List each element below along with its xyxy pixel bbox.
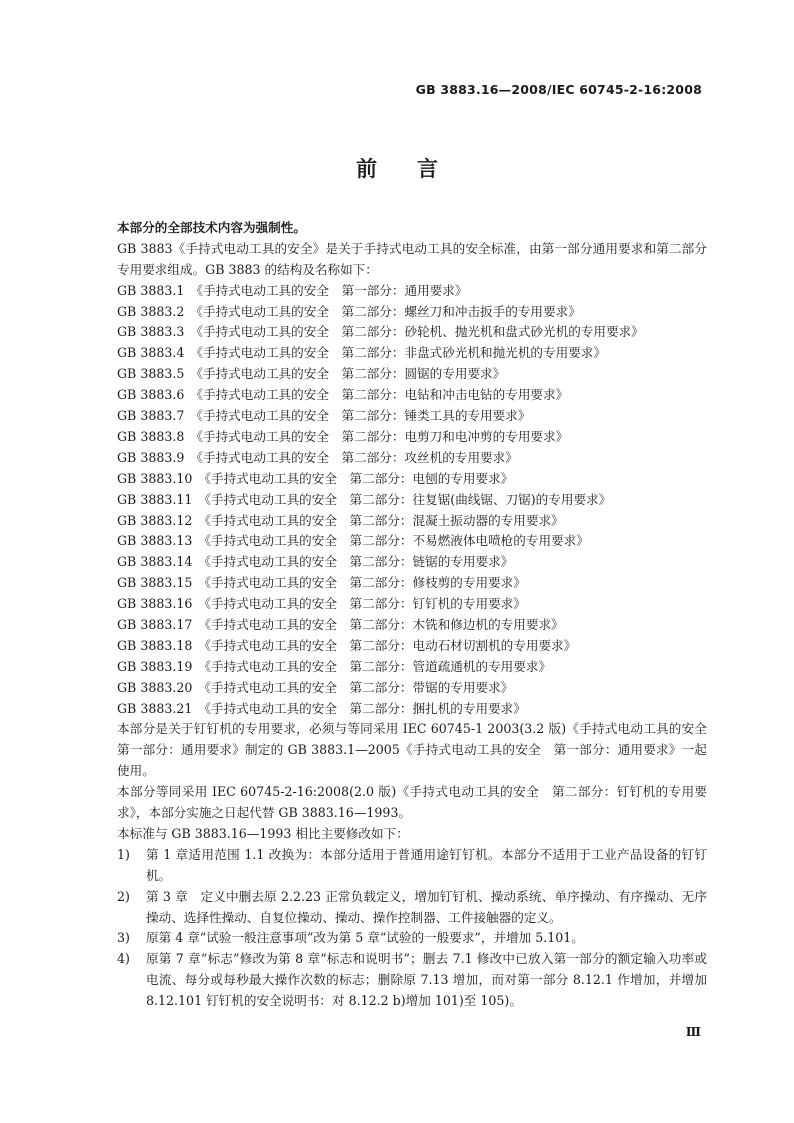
- standard-list-item: [117, 427, 707, 448]
- usage-text: 本部分是关于钉钉机的专用要求，必须与等同采用 IEC 60745-1 2003(3.2 版)《手持式电动工具的安全 第一部分：通用要求》制定的 GB 3883.1—2005《手持式电动工具的安全 第一部分：通用要求》一起使用。: [117, 721, 720, 779]
- standard-code: GB 3883.8: [117, 428, 185, 444]
- standard-code: GB 3883.19: [117, 658, 193, 674]
- standard-list-item: [117, 364, 707, 385]
- usage-paragraph: [117, 719, 720, 782]
- standard-title: 《手持式电动工具的安全 第二部分：管道疏通机的专用要求》: [198, 658, 552, 674]
- standard-list-item: [117, 636, 707, 657]
- page-title: 前言: [356, 156, 478, 181]
- change-text: 第 3 章 定义中删去原 2.2.23 正常负载定义，增加钉钉机、操动系统、单序操动、有序操动、无序操动、选择性操动、自复位操动、操动、操作控制器、工件接触器的定义。: [146, 888, 707, 925]
- intro-paragraph: [117, 239, 707, 281]
- standard-list-item: [117, 552, 707, 573]
- change-item: [117, 845, 707, 887]
- standard-title: 《手持式电动工具的安全 第二部分：钉钉机的专用要求》: [198, 596, 526, 612]
- standard-list-item: [117, 615, 707, 636]
- standard-list-item: [117, 343, 707, 364]
- standard-code: GB 3883.7: [117, 408, 185, 424]
- standard-list-item: [117, 385, 707, 406]
- standard-title: 《手持式电动工具的安全 第二部分：修枝剪的专用要求》: [198, 575, 526, 591]
- standard-title: 《手持式电动工具的安全 第二部分：木铣和修边机的专用要求》: [198, 616, 564, 632]
- standard-list-item: [117, 406, 707, 427]
- changes-intro: 本标准与 GB 3883.16—1993 相比主要修改如下：: [117, 825, 409, 841]
- standard-title: 《手持式电动工具的安全 第二部分：带锯的专用要求》: [198, 679, 514, 695]
- change-text: 第 1 章适用范围 1.1 改换为：本部分适用于普通用途钉钉机。本部分不适用于工业产品设备的钉钉机。: [146, 846, 707, 883]
- change-number: 4): [117, 951, 130, 967]
- standard-title: 《手持式电动工具的安全 第二部分：捆扎机的专用要求》: [198, 700, 526, 716]
- standard-code: GB 3883.1: [117, 282, 185, 298]
- standard-title: 《手持式电动工具的安全 第二部分：不易燃液体电喷枪的专用要求》: [198, 533, 589, 549]
- standard-code: GB 3883.6: [117, 387, 185, 403]
- standard-list-item: [117, 699, 707, 720]
- standard-list-item: [117, 594, 707, 615]
- standard-code: GB 3883.15: [117, 575, 193, 591]
- changes-list: [117, 845, 707, 1012]
- standard-code-header: GB 3883.16—2008/IEC 60745-2-16:2008: [415, 82, 702, 97]
- standard-title: 《手持式电动工具的安全 第二部分：电动石材切割机的专用要求》: [198, 637, 577, 653]
- standard-title: 《手持式电动工具的安全 第二部分：电钻和冲击电钻的专用要求》: [190, 387, 569, 403]
- change-number: 1): [117, 846, 130, 862]
- standard-list-item: [117, 281, 707, 302]
- intro-text: GB 3883《手持式电动工具的安全》是关于手持式电动工具的安全标准，由第一部分通用要求和第二部分专用要求组成。GB 3883 的结构及名称如下：: [117, 240, 707, 277]
- standard-code: GB 3883.10: [117, 470, 193, 486]
- standard-code: GB 3883.5: [117, 366, 185, 382]
- standard-list-item: [117, 511, 707, 532]
- standard-title: 《手持式电动工具的安全 第二部分：往复锯(曲线锯、刀锯)的专用要求》: [198, 491, 612, 507]
- standard-title: 《手持式电动工具的安全 第二部分：圆锯的专用要求》: [190, 366, 506, 382]
- standard-title: 《手持式电动工具的安全 第二部分：攻丝机的专用要求》: [190, 449, 518, 465]
- standard-title: 《手持式电动工具的安全 第二部分：电刨的专用要求》: [198, 470, 514, 486]
- standard-code: GB 3883.13: [117, 533, 193, 549]
- standard-code: GB 3883.9: [117, 449, 185, 465]
- standard-code: GB 3883.3: [117, 324, 185, 340]
- standard-code: GB 3883.4: [117, 345, 185, 361]
- standard-code: GB 3883.14: [117, 554, 193, 570]
- foreword-body: [117, 218, 720, 1012]
- standard-list-item: [117, 302, 707, 323]
- standard-title: 《手持式电动工具的安全 第二部分：链锯的专用要求》: [198, 554, 514, 570]
- adoption-text: 本部分等同采用 IEC 60745-2-16:2008(2.0 版)《手持式电动工具的安全 第二部分：钉钉机的专用要求》，本部分实施之日起代替 GB 3883.16—1993。: [117, 784, 707, 821]
- change-item: [117, 887, 707, 929]
- standard-list-item: [117, 573, 707, 594]
- standard-list-item: [117, 531, 707, 552]
- standard-list-item: [117, 678, 707, 699]
- standard-list-item: [117, 657, 707, 678]
- standard-code: GB 3883.16: [117, 596, 193, 612]
- mandatory-note: 本部分的全部技术内容为强制性。: [117, 220, 306, 235]
- change-item: [117, 928, 707, 949]
- standard-code: GB 3883.2: [117, 303, 185, 319]
- standard-code: GB 3883.17: [117, 616, 193, 632]
- standard-code: GB 3883.21: [117, 700, 193, 716]
- adoption-paragraph: [117, 782, 707, 824]
- standard-list-item: [117, 469, 707, 490]
- change-number: 3): [117, 930, 130, 946]
- standard-title: 《手持式电动工具的安全 第二部分：电剪刀和电冲剪的专用要求》: [190, 428, 569, 444]
- page-number: Ⅲ: [685, 1024, 701, 1039]
- standard-title: 《手持式电动工具的安全 第二部分：非盘式砂光机和抛光机的专用要求》: [190, 345, 606, 361]
- standard-code: GB 3883.12: [117, 512, 193, 528]
- standard-list-item: [117, 490, 707, 511]
- change-text: 原第 4 章“试验一般注意事项”改为第 5 章“试验的一般要求”，并增加 5.101。: [146, 930, 584, 946]
- standard-list-item: [117, 448, 707, 469]
- standard-title: 《手持式电动工具的安全 第二部分：螺丝刀和冲击扳手的专用要求》: [190, 303, 581, 319]
- standard-code: GB 3883.11: [117, 491, 193, 507]
- standard-list-item: [117, 322, 707, 343]
- standard-title: 《手持式电动工具的安全 第二部分：砂轮机、抛光机和盘式砂光机的专用要求》: [190, 324, 644, 340]
- change-item: [117, 949, 707, 1012]
- standard-code: GB 3883.18: [117, 637, 193, 653]
- standard-code: GB 3883.20: [117, 679, 193, 695]
- standards-list: [117, 281, 707, 720]
- change-text: 原第 7 章“标志”修改为第 8 章“标志和说明书”；删去 7.1 修改中已放入第一部分的额定输入功率或电流、每分或每秒最大操作次数的标志；删除原 7.13 增加，而对第一部分 8.12.1 作增加，并增加 8.12.101 钉钉机的安全说明书：对 8.12.2 b)增加 101)至 105)。: [146, 951, 707, 1009]
- standard-title: 《手持式电动工具的安全 第二部分：混凝土振动器的专用要求》: [198, 512, 564, 528]
- standard-title: 《手持式电动工具的安全 第一部分：通用要求》: [190, 282, 468, 298]
- standard-title: 《手持式电动工具的安全 第二部分：锤类工具的专用要求》: [190, 408, 531, 424]
- change-number: 2): [117, 888, 130, 904]
